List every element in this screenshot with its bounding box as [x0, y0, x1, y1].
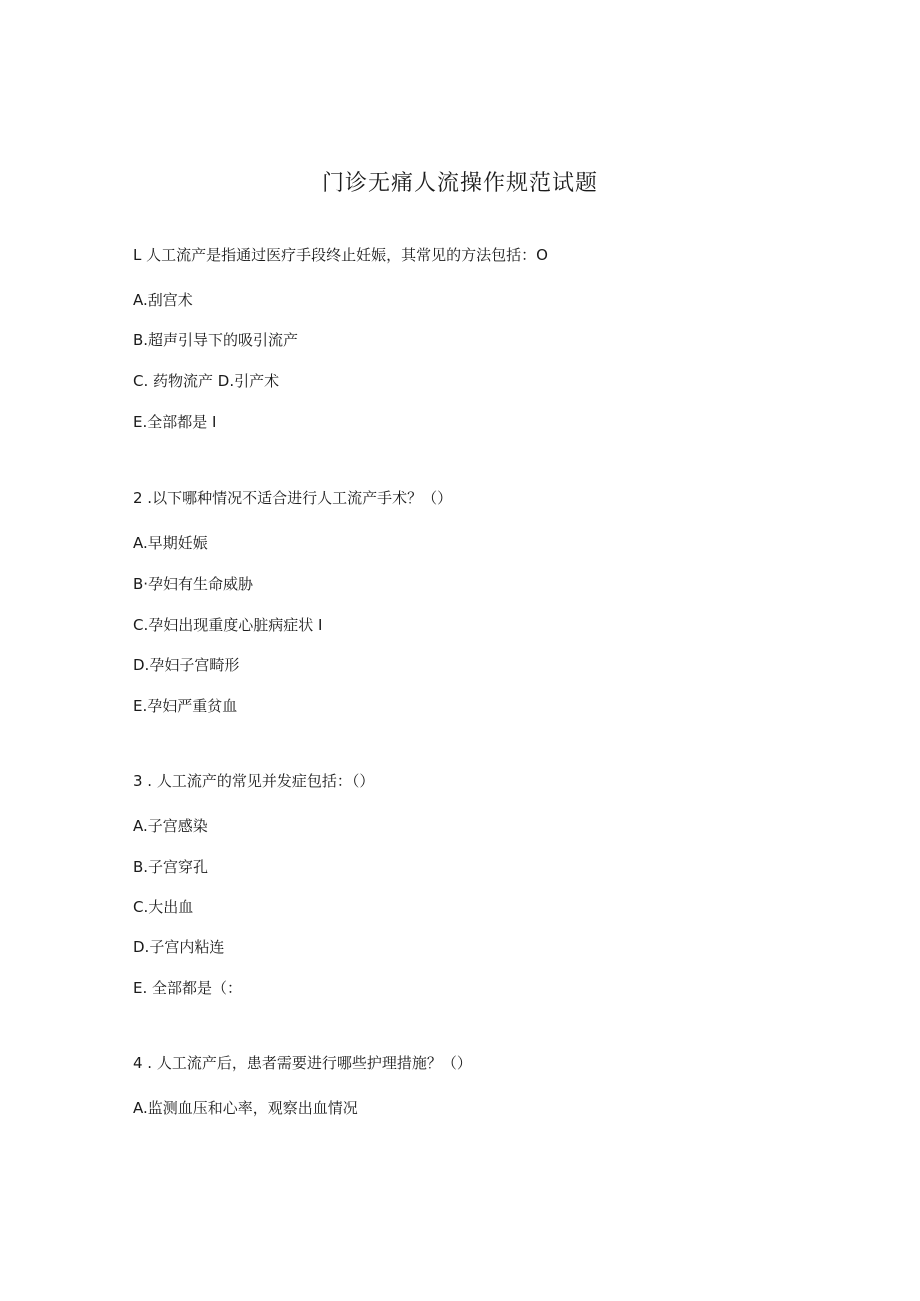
question-1-option-e: E.全部都是 I: [133, 413, 217, 431]
question-2-option-a: A.早期妊娠: [133, 534, 208, 552]
question-4-option-a: A.监测血压和心率，观察出血情况: [133, 1099, 358, 1117]
question-3-stem: 3 . 人工流产的常见并发症包括：（）: [133, 772, 375, 790]
question-4-stem: 4 . 人工流产后，患者需要进行哪些护理措施？（）: [133, 1054, 472, 1072]
question-2-option-e: E.孕妇严重贫血: [133, 697, 238, 715]
document-title: 门诊无痛人流操作规范试题: [321, 171, 598, 196]
question-1-stem: L 人工流产是指通过医疗手段终止妊娠，其常见的方法包括：O: [133, 246, 548, 264]
question-3-option-e: E. 全部都是（：: [133, 979, 243, 997]
question-2-option-b: B·孕妇有生命威胁: [133, 575, 254, 593]
question-2-option-d: D.孕妇子宫畸形: [133, 656, 240, 674]
question-3-option-c: C.大出血: [133, 898, 194, 916]
question-3-option-a: A.子宫感染: [133, 817, 208, 835]
question-2-option-c: C.孕妇出现重度心脏病症状 I: [133, 616, 323, 634]
question-1-option-b: B.超声引导下的吸引流产: [133, 331, 299, 349]
question-3-option-b: B.子宫穿孔: [133, 858, 209, 876]
question-1-option-c-d: C. 药物流产 D.引产术: [133, 372, 280, 390]
question-2-stem: 2 .以下哪种情况不适合进行人工流产手术？（）: [133, 489, 453, 507]
question-1-option-a: A.刮宫术: [133, 291, 193, 309]
question-3-option-d: D.子宫内粘连: [133, 938, 225, 956]
